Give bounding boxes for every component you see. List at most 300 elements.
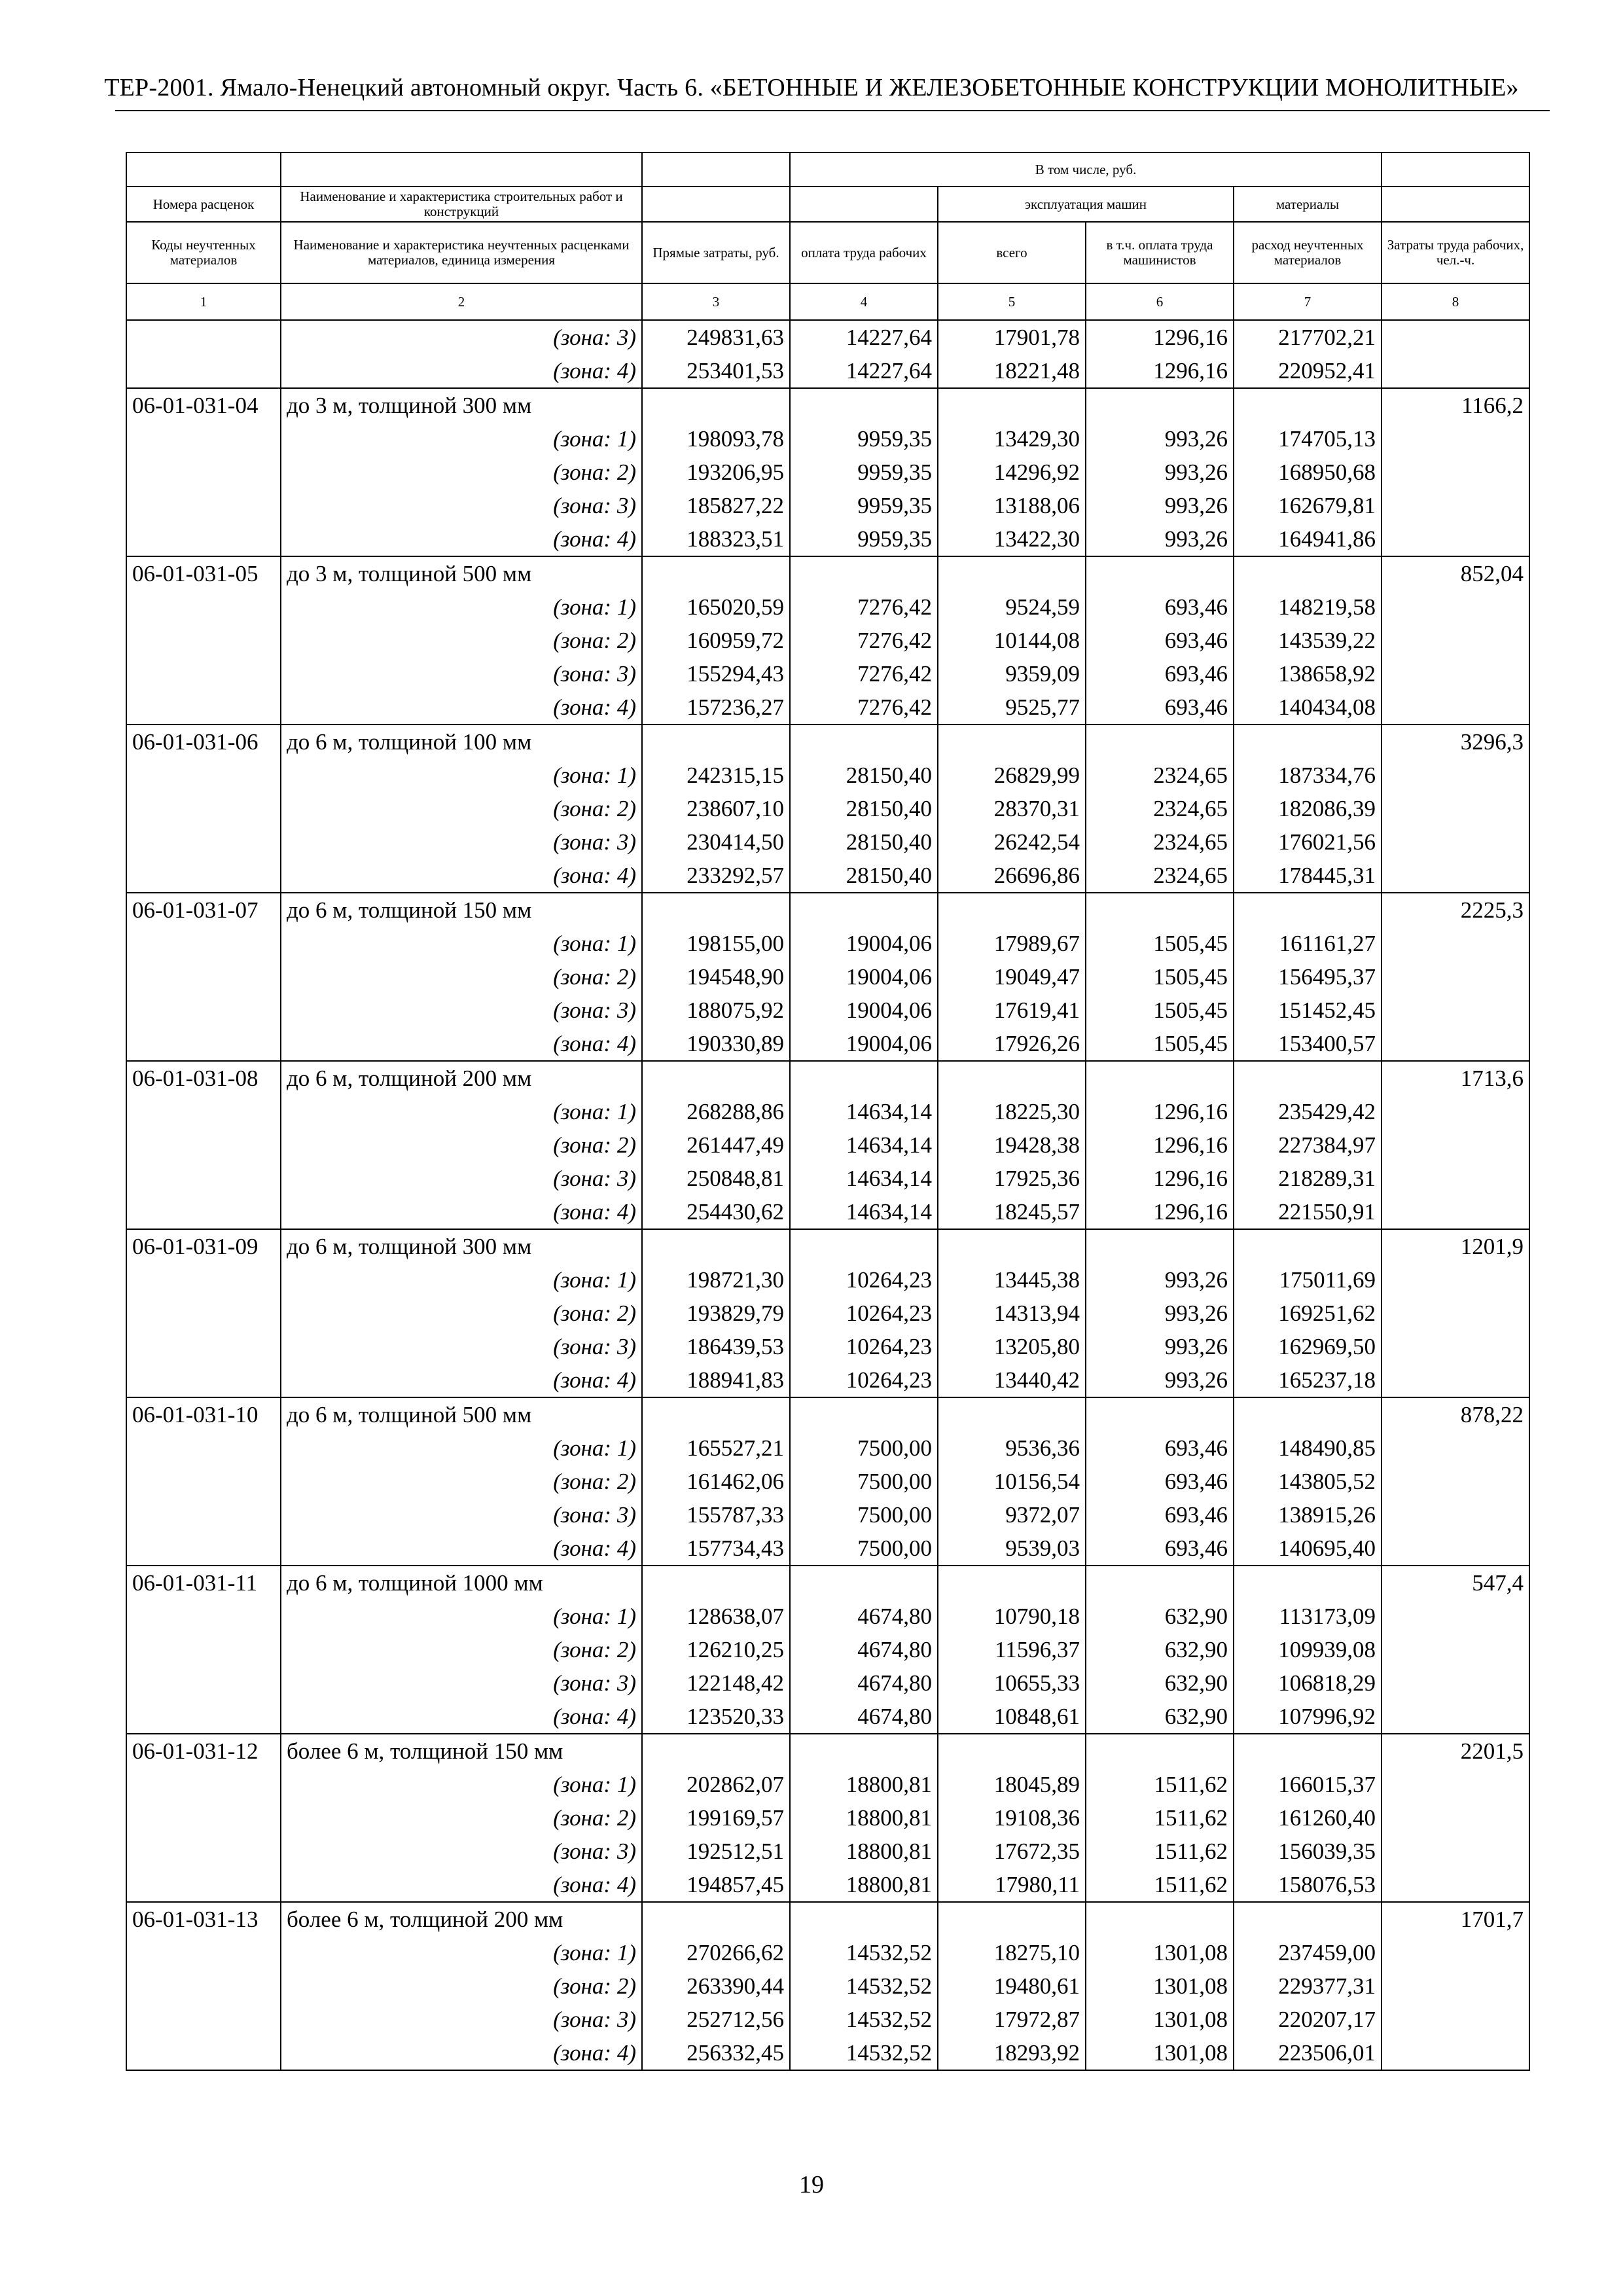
direct-cost: 198721,30 bbox=[642, 1263, 790, 1297]
direct-cost bbox=[642, 1566, 790, 1600]
labor-hours bbox=[1382, 927, 1529, 960]
labor-pay bbox=[790, 893, 938, 927]
machines-total: 17901,78 bbox=[938, 320, 1086, 354]
machines-total: 13440,42 bbox=[938, 1363, 1086, 1397]
zone-label: (зона: 3) bbox=[281, 1666, 642, 1700]
rate-code bbox=[126, 590, 281, 624]
zone-label: (зона: 4) bbox=[281, 522, 642, 556]
machines-total: 11596,37 bbox=[938, 1633, 1086, 1666]
work-name: до 6 м, толщиной 500 мм bbox=[281, 1397, 642, 1431]
rate-code bbox=[126, 825, 281, 859]
materials-cost: 106818,29 bbox=[1234, 1666, 1382, 1700]
zone-row bbox=[126, 522, 1529, 556]
materials-cost: 138915,26 bbox=[1234, 1498, 1382, 1532]
machines-total: 13422,30 bbox=[938, 522, 1086, 556]
header-machines: эксплуатация машин bbox=[938, 187, 1234, 222]
machinist-pay: 993,26 bbox=[1086, 489, 1234, 522]
labor-pay bbox=[790, 556, 938, 590]
rate-code bbox=[126, 1868, 281, 1902]
header-col8-blank bbox=[1382, 152, 1529, 187]
rate-code: 06-01-031-06 bbox=[126, 725, 281, 759]
work-name: более 6 м, толщиной 150 мм bbox=[281, 1734, 642, 1768]
labor-pay: 10264,23 bbox=[790, 1330, 938, 1363]
direct-cost: 230414,50 bbox=[642, 825, 790, 859]
labor-hours: 2201,5 bbox=[1382, 1734, 1529, 1768]
labor-hours bbox=[1382, 1532, 1529, 1566]
machinist-pay bbox=[1086, 725, 1234, 759]
labor-hours bbox=[1382, 1835, 1529, 1868]
direct-cost: 188941,83 bbox=[642, 1363, 790, 1397]
machinist-pay bbox=[1086, 1902, 1234, 1936]
labor-hours bbox=[1382, 1868, 1529, 1902]
materials-cost bbox=[1234, 1734, 1382, 1768]
machines-total: 9539,03 bbox=[938, 1532, 1086, 1566]
machines-total bbox=[938, 556, 1086, 590]
labor-pay: 7276,42 bbox=[790, 691, 938, 725]
machines-total: 18221,48 bbox=[938, 354, 1086, 388]
machines-total bbox=[938, 1902, 1086, 1936]
materials-cost: 187334,76 bbox=[1234, 759, 1382, 792]
rate-code bbox=[126, 1095, 281, 1128]
materials-cost: 218289,31 bbox=[1234, 1162, 1382, 1195]
direct-cost: 202862,07 bbox=[642, 1768, 790, 1801]
zone-label: (зона: 3) bbox=[281, 657, 642, 691]
machinist-pay: 693,46 bbox=[1086, 590, 1234, 624]
zone-label: (зона: 1) bbox=[281, 422, 642, 456]
machines-total: 13445,38 bbox=[938, 1263, 1086, 1297]
table-header bbox=[126, 152, 1529, 320]
zone-row bbox=[126, 489, 1529, 522]
rate-code: 06-01-031-07 bbox=[126, 893, 281, 927]
rate-header-row bbox=[126, 388, 1529, 422]
machinist-pay: 1296,16 bbox=[1086, 1195, 1234, 1229]
machines-total bbox=[938, 893, 1086, 927]
rate-code: 06-01-031-12 bbox=[126, 1734, 281, 1768]
zone-row bbox=[126, 354, 1529, 388]
materials-cost: 164941,86 bbox=[1234, 522, 1382, 556]
header-incl: В том числе, руб. bbox=[790, 152, 1382, 187]
zone-label: (зона: 4) bbox=[281, 1195, 642, 1229]
labor-hours bbox=[1382, 1969, 1529, 2003]
materials-cost: 176021,56 bbox=[1234, 825, 1382, 859]
column-number: 7 bbox=[1234, 283, 1382, 320]
materials-cost: 143805,52 bbox=[1234, 1465, 1382, 1498]
labor-hours: 3296,3 bbox=[1382, 725, 1529, 759]
machinist-pay: 693,46 bbox=[1086, 1465, 1234, 1498]
rate-code bbox=[126, 1666, 281, 1700]
labor-hours: 547,4 bbox=[1382, 1566, 1529, 1600]
direct-cost: 157734,43 bbox=[642, 1532, 790, 1566]
rate-code bbox=[126, 1263, 281, 1297]
machines-total: 10156,54 bbox=[938, 1465, 1086, 1498]
labor-pay: 9959,35 bbox=[790, 522, 938, 556]
zone-label: (зона: 2) bbox=[281, 456, 642, 489]
labor-hours: 878,22 bbox=[1382, 1397, 1529, 1431]
direct-cost bbox=[642, 725, 790, 759]
work-name: до 6 м, толщиной 150 мм bbox=[281, 893, 642, 927]
zone-label: (зона: 1) bbox=[281, 759, 642, 792]
zone-row bbox=[126, 2036, 1529, 2070]
machines-total: 14296,92 bbox=[938, 456, 1086, 489]
materials-cost: 151452,45 bbox=[1234, 994, 1382, 1027]
zone-label: (зона: 1) bbox=[281, 1263, 642, 1297]
zone-row bbox=[126, 1835, 1529, 1868]
labor-pay: 7500,00 bbox=[790, 1431, 938, 1465]
direct-cost bbox=[642, 893, 790, 927]
zone-row bbox=[126, 1330, 1529, 1363]
zone-label: (зона: 1) bbox=[281, 1600, 642, 1633]
rate-header-row bbox=[126, 1229, 1529, 1263]
machinist-pay bbox=[1086, 1397, 1234, 1431]
labor-pay: 4674,80 bbox=[790, 1700, 938, 1734]
machines-total: 13188,06 bbox=[938, 489, 1086, 522]
labor-hours bbox=[1382, 859, 1529, 893]
rate-code bbox=[126, 1700, 281, 1734]
machinist-pay: 693,46 bbox=[1086, 1532, 1234, 1566]
labor-hours bbox=[1382, 456, 1529, 489]
zone-row bbox=[126, 1095, 1529, 1128]
labor-hours bbox=[1382, 522, 1529, 556]
machines-total: 17672,35 bbox=[938, 1835, 1086, 1868]
materials-cost: 162969,50 bbox=[1234, 1330, 1382, 1363]
machines-total: 17989,67 bbox=[938, 927, 1086, 960]
machinist-pay: 1511,62 bbox=[1086, 1835, 1234, 1868]
zone-row bbox=[126, 422, 1529, 456]
direct-cost: 161462,06 bbox=[642, 1465, 790, 1498]
labor-pay: 14532,52 bbox=[790, 1936, 938, 1969]
work-name: более 6 м, толщиной 200 мм bbox=[281, 1902, 642, 1936]
direct-cost: 188075,92 bbox=[642, 994, 790, 1027]
zone-row bbox=[126, 859, 1529, 893]
labor-hours bbox=[1382, 825, 1529, 859]
zone-row bbox=[126, 1768, 1529, 1801]
zone-label: (зона: 3) bbox=[281, 1162, 642, 1195]
rate-code bbox=[126, 1600, 281, 1633]
materials-cost bbox=[1234, 1566, 1382, 1600]
labor-pay: 14634,14 bbox=[790, 1128, 938, 1162]
labor-pay: 14227,64 bbox=[790, 354, 938, 388]
zone-label: (зона: 1) bbox=[281, 1768, 642, 1801]
labor-hours bbox=[1382, 1263, 1529, 1297]
zone-label: (зона: 1) bbox=[281, 1431, 642, 1465]
machinist-pay: 1505,45 bbox=[1086, 994, 1234, 1027]
column-number: 1 bbox=[126, 283, 281, 320]
machinist-pay: 1511,62 bbox=[1086, 1868, 1234, 1902]
machinist-pay: 993,26 bbox=[1086, 1297, 1234, 1330]
materials-cost: 148219,58 bbox=[1234, 590, 1382, 624]
direct-cost: 261447,49 bbox=[642, 1128, 790, 1162]
direct-cost: 199169,57 bbox=[642, 1801, 790, 1835]
labor-hours bbox=[1382, 1195, 1529, 1229]
zone-row bbox=[126, 624, 1529, 657]
zone-row bbox=[126, 825, 1529, 859]
machines-total: 10790,18 bbox=[938, 1600, 1086, 1633]
labor-hours: 1201,9 bbox=[1382, 1229, 1529, 1263]
machinist-pay: 1296,16 bbox=[1086, 1128, 1234, 1162]
zone-row bbox=[126, 927, 1529, 960]
labor-hours bbox=[1382, 1498, 1529, 1532]
labor-hours bbox=[1382, 994, 1529, 1027]
labor-pay: 19004,06 bbox=[790, 927, 938, 960]
direct-cost: 253401,53 bbox=[642, 354, 790, 388]
machines-total: 17926,26 bbox=[938, 1027, 1086, 1061]
direct-cost: 242315,15 bbox=[642, 759, 790, 792]
header-rule bbox=[115, 110, 1550, 111]
machines-total bbox=[938, 388, 1086, 422]
rate-header-row bbox=[126, 725, 1529, 759]
labor-pay: 28150,40 bbox=[790, 792, 938, 825]
rate-code bbox=[126, 691, 281, 725]
zone-label: (зона: 1) bbox=[281, 1095, 642, 1128]
direct-cost: 186439,53 bbox=[642, 1330, 790, 1363]
machinist-pay: 1296,16 bbox=[1086, 320, 1234, 354]
machinist-pay: 993,26 bbox=[1086, 1263, 1234, 1297]
machinist-pay: 693,46 bbox=[1086, 1498, 1234, 1532]
machines-total: 10144,08 bbox=[938, 624, 1086, 657]
rate-code bbox=[126, 1027, 281, 1061]
rate-code: 06-01-031-04 bbox=[126, 388, 281, 422]
direct-cost: 192512,51 bbox=[642, 1835, 790, 1868]
materials-cost: 220952,41 bbox=[1234, 354, 1382, 388]
direct-cost bbox=[642, 1229, 790, 1263]
machines-total: 14313,94 bbox=[938, 1297, 1086, 1330]
machines-total: 9524,59 bbox=[938, 590, 1086, 624]
machines-total: 19428,38 bbox=[938, 1128, 1086, 1162]
materials-cost: 162679,81 bbox=[1234, 489, 1382, 522]
machinist-pay bbox=[1086, 1566, 1234, 1600]
zone-row bbox=[126, 2003, 1529, 2036]
materials-cost: 156039,35 bbox=[1234, 1835, 1382, 1868]
materials-cost bbox=[1234, 1061, 1382, 1095]
machines-total: 26242,54 bbox=[938, 825, 1086, 859]
zone-label: (зона: 4) bbox=[281, 2036, 642, 2070]
materials-cost: 161161,27 bbox=[1234, 927, 1382, 960]
materials-cost: 148490,85 bbox=[1234, 1431, 1382, 1465]
labor-hours bbox=[1382, 624, 1529, 657]
labor-pay: 19004,06 bbox=[790, 994, 938, 1027]
labor-pay: 7500,00 bbox=[790, 1498, 938, 1532]
materials-cost: 178445,31 bbox=[1234, 859, 1382, 893]
labor-hours bbox=[1382, 1700, 1529, 1734]
machines-total bbox=[938, 1566, 1086, 1600]
labor-hours bbox=[1382, 691, 1529, 725]
rate-code bbox=[126, 1498, 281, 1532]
labor-pay bbox=[790, 1061, 938, 1095]
materials-cost bbox=[1234, 556, 1382, 590]
direct-cost: 194548,90 bbox=[642, 960, 790, 994]
header-col7: расход неучтенных материалов bbox=[1234, 222, 1382, 283]
machinist-pay: 1511,62 bbox=[1086, 1801, 1234, 1835]
header-col2-top: Наименование и характеристика строительных работ и конструкций bbox=[281, 187, 642, 222]
zone-label: (зона: 2) bbox=[281, 792, 642, 825]
work-name: до 6 м, толщиной 100 мм bbox=[281, 725, 642, 759]
zone-label: (зона: 3) bbox=[281, 1835, 642, 1868]
rate-code: 06-01-031-05 bbox=[126, 556, 281, 590]
zone-row bbox=[126, 1600, 1529, 1633]
zone-label: (зона: 2) bbox=[281, 1801, 642, 1835]
machines-total bbox=[938, 1734, 1086, 1768]
machines-total: 13205,80 bbox=[938, 1330, 1086, 1363]
labor-pay: 14532,52 bbox=[790, 2003, 938, 2036]
labor-pay: 14532,52 bbox=[790, 1969, 938, 2003]
direct-cost: 238607,10 bbox=[642, 792, 790, 825]
direct-cost bbox=[642, 1902, 790, 1936]
labor-pay bbox=[790, 1229, 938, 1263]
rate-code bbox=[126, 1532, 281, 1566]
zone-label: (зона: 4) bbox=[281, 859, 642, 893]
labor-pay: 18800,81 bbox=[790, 1801, 938, 1835]
labor-pay: 14634,14 bbox=[790, 1195, 938, 1229]
rate-code bbox=[126, 320, 281, 354]
header-col8-top-blank bbox=[1382, 187, 1529, 222]
direct-cost: 185827,22 bbox=[642, 489, 790, 522]
machinist-pay: 632,90 bbox=[1086, 1600, 1234, 1633]
zone-label: (зона: 3) bbox=[281, 825, 642, 859]
header-col2-bottom: Наименование и характеристика неучтенных расценками материалов, единица измерения bbox=[281, 222, 642, 283]
labor-pay: 18800,81 bbox=[790, 1835, 938, 1868]
work-name: до 6 м, толщиной 300 мм bbox=[281, 1229, 642, 1263]
zone-label: (зона: 3) bbox=[281, 1330, 642, 1363]
direct-cost: 249831,63 bbox=[642, 320, 790, 354]
page-number: 19 bbox=[799, 2171, 824, 2198]
zone-row bbox=[126, 1363, 1529, 1397]
zone-row bbox=[126, 792, 1529, 825]
rate-code bbox=[126, 927, 281, 960]
materials-cost: 140695,40 bbox=[1234, 1532, 1382, 1566]
labor-pay: 18800,81 bbox=[790, 1868, 938, 1902]
rates-table-container bbox=[126, 152, 1529, 2071]
header-col8: Затраты труда рабочих, чел.-ч. bbox=[1382, 222, 1529, 283]
direct-cost: 165020,59 bbox=[642, 590, 790, 624]
labor-hours bbox=[1382, 489, 1529, 522]
materials-cost: 158076,53 bbox=[1234, 1868, 1382, 1902]
machines-total: 17980,11 bbox=[938, 1868, 1086, 1902]
column-number: 4 bbox=[790, 283, 938, 320]
header-materials: материалы bbox=[1234, 187, 1382, 222]
zone-label: (зона: 3) bbox=[281, 994, 642, 1027]
rate-code bbox=[126, 1195, 281, 1229]
labor-hours bbox=[1382, 759, 1529, 792]
machinist-pay: 693,46 bbox=[1086, 1431, 1234, 1465]
direct-cost: 193829,79 bbox=[642, 1297, 790, 1330]
rate-code bbox=[126, 354, 281, 388]
column-number: 8 bbox=[1382, 283, 1529, 320]
zone-row bbox=[126, 456, 1529, 489]
materials-cost: 235429,42 bbox=[1234, 1095, 1382, 1128]
zone-row bbox=[126, 1297, 1529, 1330]
labor-pay: 7276,42 bbox=[790, 590, 938, 624]
rate-header-row bbox=[126, 893, 1529, 927]
zone-row bbox=[126, 1431, 1529, 1465]
machines-total: 19049,47 bbox=[938, 960, 1086, 994]
machines-total: 18293,92 bbox=[938, 2036, 1086, 2070]
rate-code bbox=[126, 1330, 281, 1363]
direct-cost: 250848,81 bbox=[642, 1162, 790, 1195]
machinist-pay: 2324,65 bbox=[1086, 859, 1234, 893]
labor-hours bbox=[1382, 1633, 1529, 1666]
machines-total bbox=[938, 1229, 1086, 1263]
machinist-pay: 693,46 bbox=[1086, 691, 1234, 725]
labor-pay bbox=[790, 1734, 938, 1768]
machinist-pay: 993,26 bbox=[1086, 1363, 1234, 1397]
rate-header-row bbox=[126, 1734, 1529, 1768]
zone-label: (зона: 4) bbox=[281, 1868, 642, 1902]
rate-header-row bbox=[126, 556, 1529, 590]
labor-hours bbox=[1382, 1465, 1529, 1498]
machinist-pay: 1296,16 bbox=[1086, 1095, 1234, 1128]
header-col4: оплата труда рабочих bbox=[790, 222, 938, 283]
zone-row bbox=[126, 1465, 1529, 1498]
zone-label: (зона: 4) bbox=[281, 1700, 642, 1734]
header-col1-bottom: Коды неучтенных материалов bbox=[126, 222, 281, 283]
labor-hours bbox=[1382, 1801, 1529, 1835]
zone-label: (зона: 2) bbox=[281, 1297, 642, 1330]
labor-pay bbox=[790, 388, 938, 422]
rate-code bbox=[126, 960, 281, 994]
machines-total: 18045,89 bbox=[938, 1768, 1086, 1801]
direct-cost: 252712,56 bbox=[642, 2003, 790, 2036]
labor-pay: 4674,80 bbox=[790, 1666, 938, 1700]
materials-cost bbox=[1234, 1229, 1382, 1263]
materials-cost bbox=[1234, 893, 1382, 927]
labor-pay bbox=[790, 1902, 938, 1936]
labor-hours: 1166,2 bbox=[1382, 388, 1529, 422]
direct-cost: 263390,44 bbox=[642, 1969, 790, 2003]
zone-label: (зона: 3) bbox=[281, 1498, 642, 1532]
labor-pay: 7276,42 bbox=[790, 657, 938, 691]
labor-pay: 14634,14 bbox=[790, 1095, 938, 1128]
rate-code: 06-01-031-08 bbox=[126, 1061, 281, 1095]
materials-cost: 109939,08 bbox=[1234, 1633, 1382, 1666]
machinist-pay: 2324,65 bbox=[1086, 759, 1234, 792]
machinist-pay: 632,90 bbox=[1086, 1700, 1234, 1734]
header-col3: Прямые затраты, руб. bbox=[642, 222, 790, 283]
materials-cost: 175011,69 bbox=[1234, 1263, 1382, 1297]
direct-cost bbox=[642, 388, 790, 422]
direct-cost bbox=[642, 1734, 790, 1768]
direct-cost: 155294,43 bbox=[642, 657, 790, 691]
zone-label: (зона: 2) bbox=[281, 1969, 642, 2003]
zone-label: (зона: 1) bbox=[281, 590, 642, 624]
materials-cost: 156495,37 bbox=[1234, 960, 1382, 994]
machines-total: 28370,31 bbox=[938, 792, 1086, 825]
direct-cost bbox=[642, 1061, 790, 1095]
labor-hours bbox=[1382, 1936, 1529, 1969]
rate-code bbox=[126, 456, 281, 489]
page-header: ТЕР-2001. Ямало-Ненецкий автономный округ. Часть 6. «БЕТОННЫЕ И ЖЕЛЕЗОБЕТОННЫЕ КОНСТРУКЦИИ МОНОЛИТНЫЕ» bbox=[104, 74, 1519, 101]
zone-row bbox=[126, 1969, 1529, 2003]
machinist-pay bbox=[1086, 1734, 1234, 1768]
machines-total: 10655,33 bbox=[938, 1666, 1086, 1700]
machinist-pay: 1301,08 bbox=[1086, 1936, 1234, 1969]
labor-pay: 18800,81 bbox=[790, 1768, 938, 1801]
machinist-pay: 993,26 bbox=[1086, 422, 1234, 456]
column-number: 3 bbox=[642, 283, 790, 320]
zone-label: (зона: 4) bbox=[281, 691, 642, 725]
zone-label: (зона: 3) bbox=[281, 320, 642, 354]
labor-hours bbox=[1382, 320, 1529, 354]
labor-pay: 14634,14 bbox=[790, 1162, 938, 1195]
zone-label: (зона: 3) bbox=[281, 2003, 642, 2036]
header-col6: в т.ч. оплата труда машинистов bbox=[1086, 222, 1234, 283]
rate-code bbox=[126, 1431, 281, 1465]
direct-cost: 198093,78 bbox=[642, 422, 790, 456]
labor-hours bbox=[1382, 1162, 1529, 1195]
zone-row bbox=[126, 1128, 1529, 1162]
labor-hours bbox=[1382, 354, 1529, 388]
machinist-pay bbox=[1086, 1061, 1234, 1095]
zone-row bbox=[126, 1801, 1529, 1835]
